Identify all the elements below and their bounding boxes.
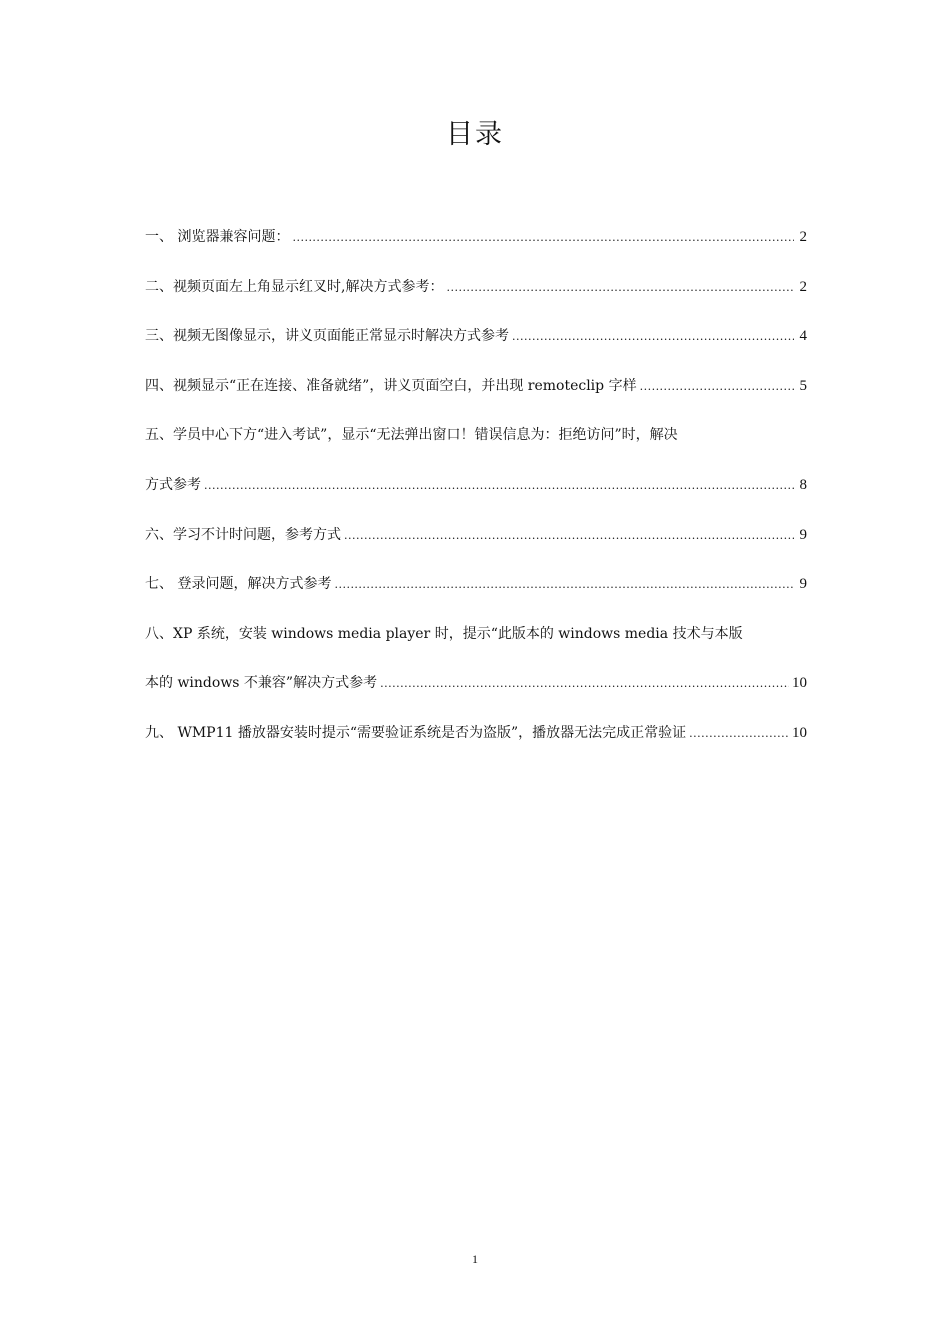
toc-entry-7[interactable] — [145, 573, 807, 603]
toc-page-number: 10 — [792, 675, 807, 692]
toc-entry-1[interactable] — [145, 226, 807, 256]
dot-leader — [334, 579, 794, 590]
dot-leader — [292, 232, 794, 243]
dot-leader — [344, 530, 794, 541]
footer-page-number: 1 — [472, 1252, 478, 1266]
toc-entry-8-line-1[interactable] — [145, 623, 807, 653]
table-of-contents — [145, 226, 807, 772]
toc-entry-text: 二、视频页面左上角显示红叉时,解决方式参考： — [145, 278, 444, 295]
toc-entry-text: 四、视频显示“正在连接、准备就绪”，讲义页面空白，并出现 remoteclip 字样 — [145, 377, 637, 394]
toc-entry-text: 八、XP 系统，安装 windows media player 时，提示“此版本的 windows media 技术与本版 — [145, 625, 743, 642]
toc-entry-text: 一、 浏览器兼容问题： — [145, 229, 290, 245]
dot-leader — [640, 381, 794, 392]
toc-entry-text: 九、 WMP11 播放器安装时提示“需要验证系统是否为盗版”，播放器无法完成正常验证 — [145, 724, 687, 741]
toc-page-number: 2 — [799, 229, 807, 245]
toc-entry-2[interactable] — [145, 276, 807, 306]
toc-entry-text: 本的 windows 不兼容”解决方式参考 — [145, 675, 378, 692]
toc-entry-4[interactable] — [145, 375, 807, 405]
toc-page-number: 5 — [799, 377, 807, 394]
toc-entry-9[interactable] — [145, 722, 807, 752]
dot-leader — [689, 728, 789, 739]
page-title: 目录 — [446, 119, 504, 150]
toc-entry-text: 七、 登录问题，解决方式参考 — [145, 576, 332, 593]
toc-page-number: 10 — [792, 724, 807, 741]
toc-entry-text: 方式参考 — [145, 476, 201, 493]
toc-page-number: 8 — [799, 476, 807, 493]
toc-page-number: 4 — [799, 328, 807, 345]
toc-entry-5-line-1[interactable] — [145, 424, 807, 454]
toc-entry-5[interactable] — [145, 474, 807, 504]
dot-leader — [204, 480, 794, 491]
toc-entry-text: 六、学习不计时问题，参考方式 — [145, 526, 341, 543]
dot-leader — [380, 678, 789, 689]
toc-page-number: 2 — [799, 278, 807, 295]
dot-leader — [512, 331, 794, 342]
toc-entry-3[interactable] — [145, 325, 807, 355]
dot-leader — [446, 282, 794, 293]
toc-entry-text: 五、学员中心下方“进入考试”，显示“无法弹出窗口！错误信息为：拒绝访问”时，解决 — [145, 427, 678, 444]
toc-page-number: 9 — [799, 576, 807, 593]
toc-entry-6[interactable] — [145, 524, 807, 554]
toc-page-number: 9 — [799, 526, 807, 543]
toc-entry-8[interactable] — [145, 672, 807, 702]
toc-entry-text: 三、视频无图像显示，讲义页面能正常显示时解决方式参考 — [145, 328, 509, 345]
